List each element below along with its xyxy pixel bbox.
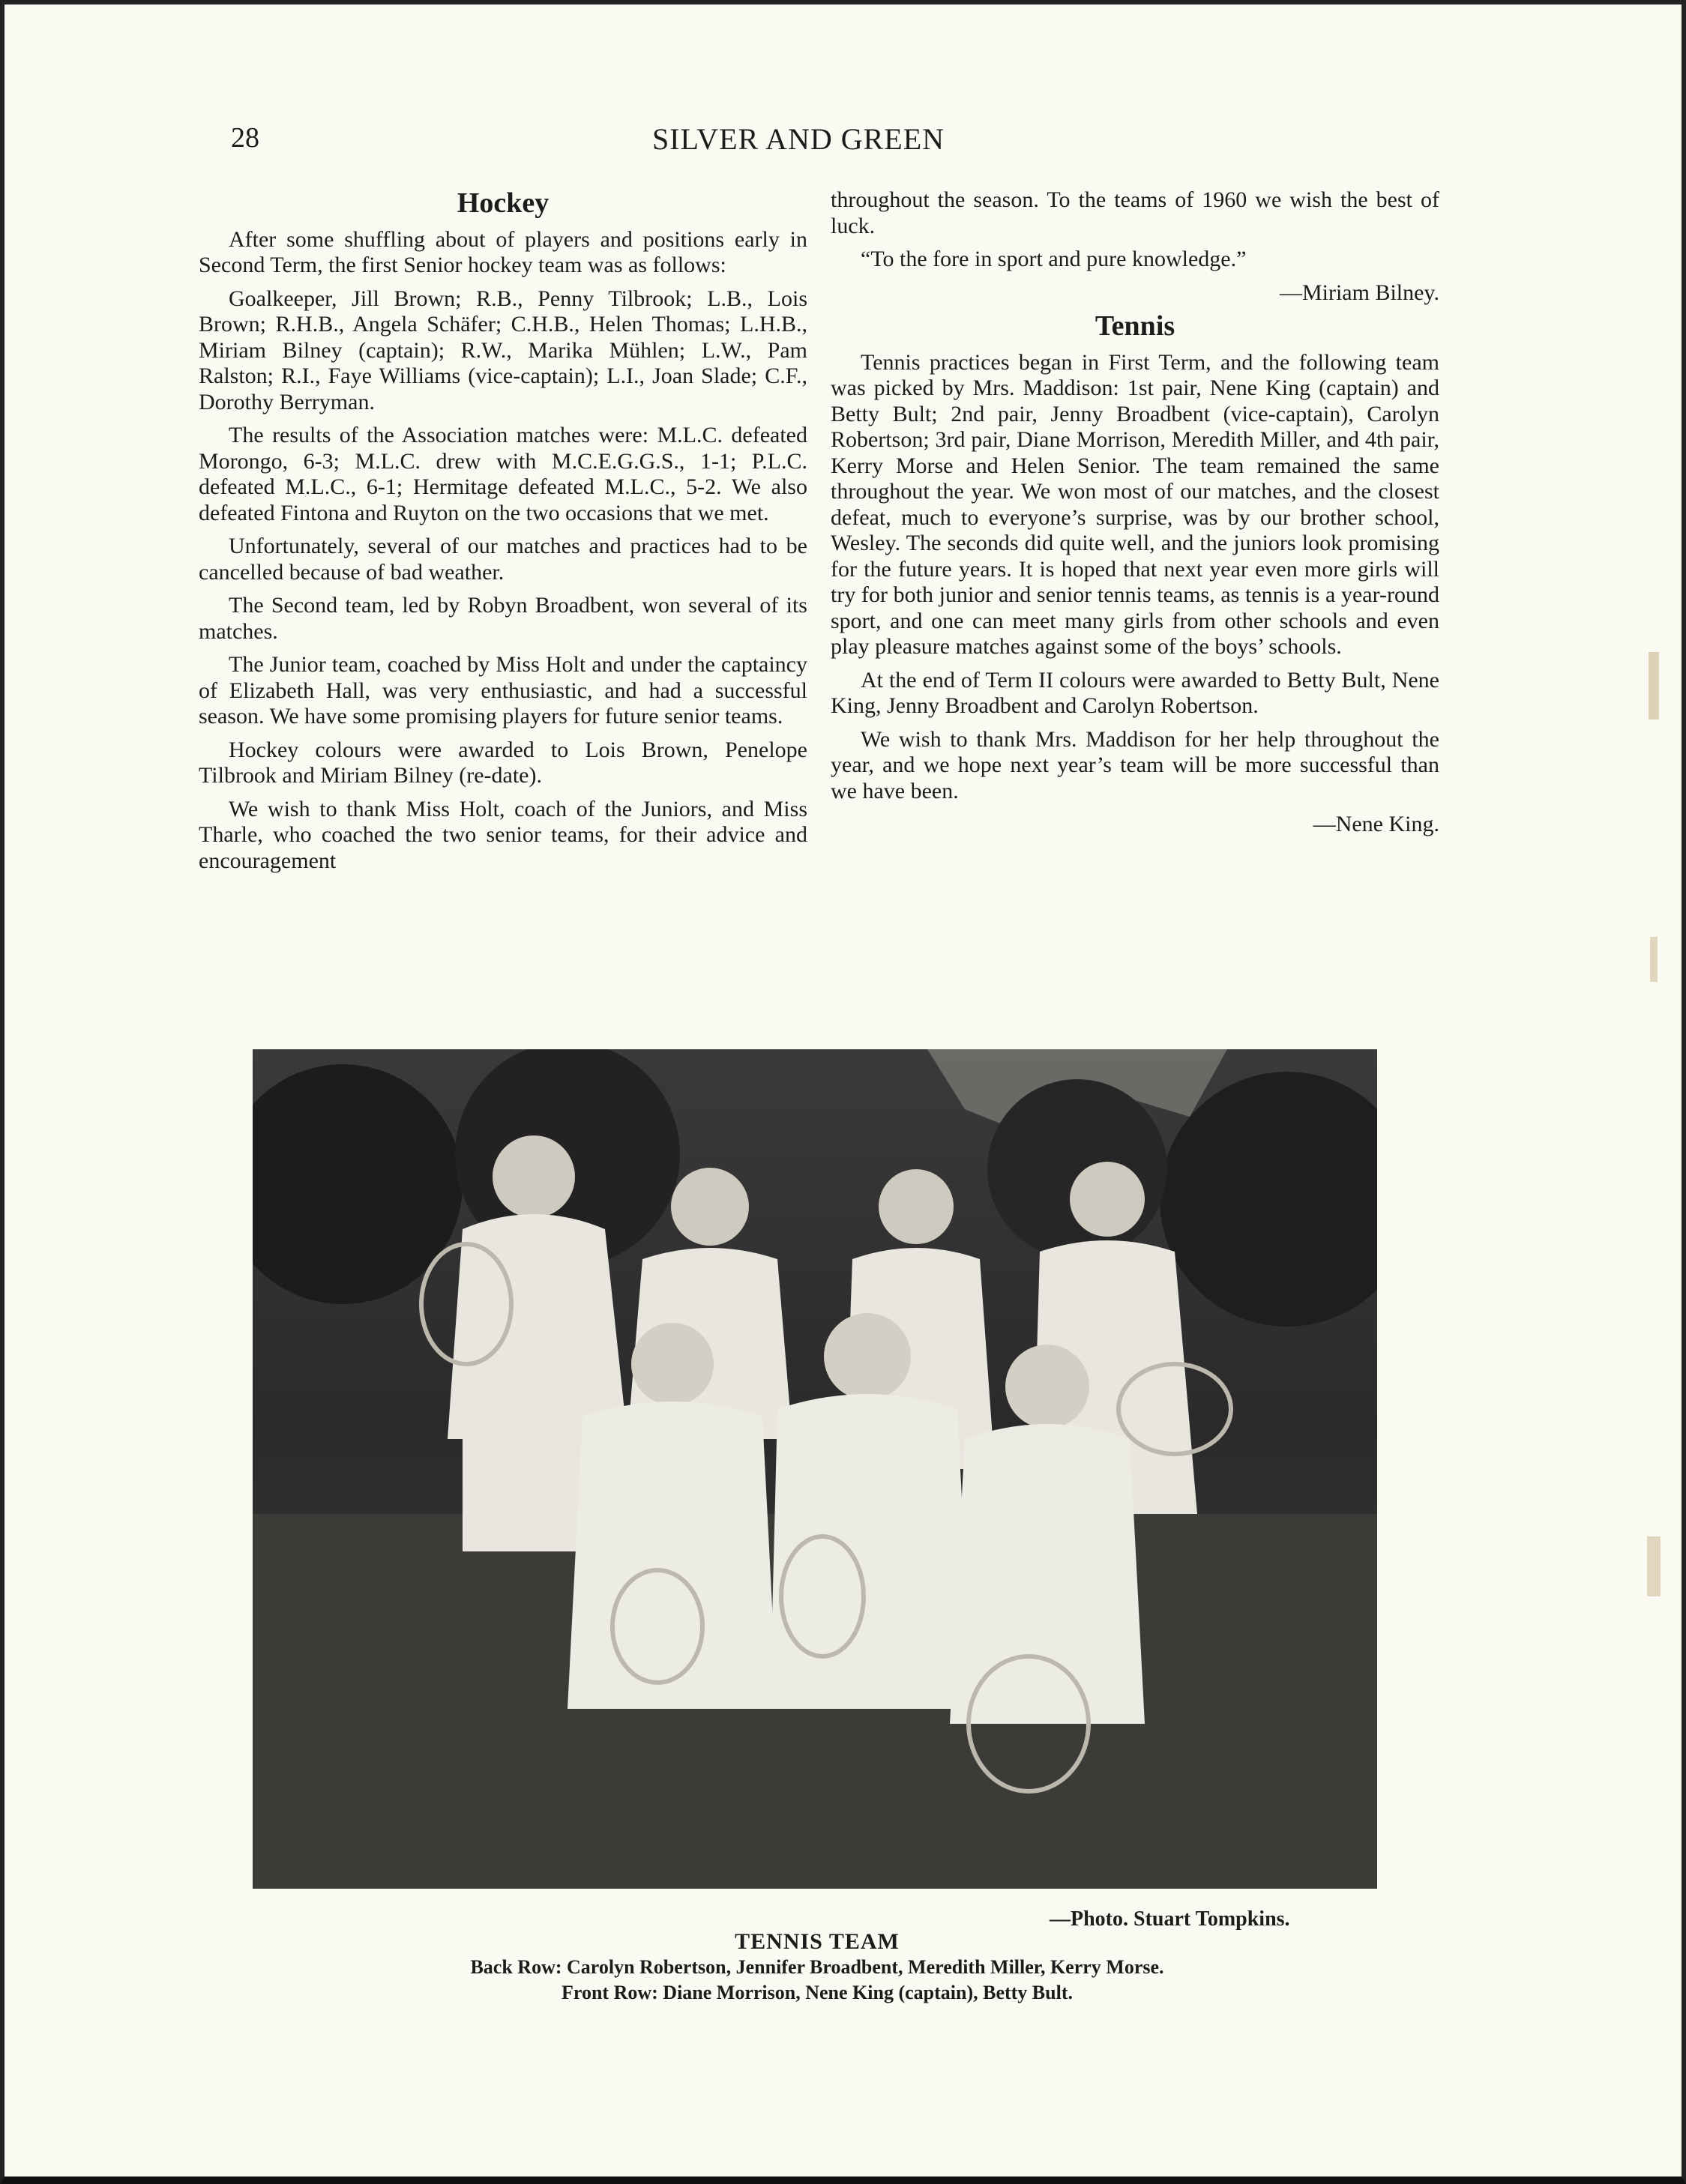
page-edge-stain: [1634, 652, 1679, 1701]
hockey-paragraph: The Second team, led by Robyn Broadbent, won several of its matches.: [199, 593, 807, 644]
right-column: [831, 187, 1439, 845]
left-column: [199, 187, 807, 881]
tennis-paragraph: Tennis practices began in First Term, and the following team was picked by Mrs. Maddison: 1st pair, Nene King (captain) and Betty Bult; 2nd pair, Jenny Broadbent (vice-captain), Carolyn Robertson; 3rd pair, Diane Morrison, Meredith Miller, and 4th pair, Kerry Morse and Helen Senior. The team remained the same throughout the year. We won most of our matches, and the closest defeat, much to everyone’s surprise, was by our brother school, Wesley. The seconds did quite well, and the juniors look promising for the future years. It is hoped that next year even more girls will try for both junior and senior tennis teams, as tennis is a year-round sport, and one can meet many girls from other schools and even play pleasure matches against some of the boys’ schools.: [831, 349, 1439, 659]
caption-front-row: Front Row: Diane Morrison, Nene King (captain), Betty Bult.: [562, 1982, 1073, 2003]
tennis-paragraph: At the end of Term II colours were awarded to Betty Bult, Nene King, Jenny Broadbent and Carolyn Robertson.: [831, 667, 1439, 718]
hockey-paragraph: Unfortunately, several of our matches and practices had to be cancelled because of bad weather.: [199, 534, 807, 585]
hockey-paragraph: We wish to thank Miss Holt, coach of the Juniors, and Miss Tharle, who coached the two senior teams, for their advice and encouragement: [199, 796, 807, 873]
running-title: SILVER AND GREEN: [651, 122, 945, 156]
tennis-team-photo: [253, 1049, 1377, 1889]
hockey-paragraph: Hockey colours were awarded to Lois Brown, Penelope Tilbrook and Miriam Bilney (re-date).: [199, 737, 807, 788]
photo-caption: [225, 1929, 1409, 2006]
tennis-heading: Tennis: [1095, 310, 1175, 342]
hockey-heading: Hockey: [457, 187, 550, 219]
photo-illustration: [253, 1049, 1377, 1889]
hockey-paragraph: The Junior team, coached by Miss Holt and under the captaincy of Elizabeth Hall, was very enthusiastic, and had a successful season. We have some promising players for future senior teams.: [199, 652, 807, 728]
photo-credit: —Photo. Stuart Tompkins.: [1050, 1907, 1290, 1931]
hockey-paragraph: Goalkeeper, Jill Brown; R.B., Penny Tilbrook; L.B., Lois Brown; R.H.B., Angela Schäfer; C.H.B., Helen Thomas; L.H.B., Miriam Bilney (captain); R.W., Marika Mühlen; L.W., Pam Ralston; R.I., Faye Williams (vice-captain); L.I., Joan Slade; C.F., Dorothy Berryman.: [199, 286, 807, 414]
page-header: [225, 121, 1372, 166]
hockey-continuation: throughout the season. To the teams of 1960 we wish the best of luck.: [831, 187, 1439, 238]
hockey-paragraph: The results of the Association matches were: M.L.C. defeated Morongo, 6-3; M.L.C. drew with M.C.E.G.G.S., 1-1; P.L.C. defeated M.L.C., 6-1; Hermitage defeated M.L.C., 5-2. We also defeated Fintona and Ruyton on the two occasions that we met.: [199, 423, 807, 525]
hockey-quote: “To the fore in sport and pure knowledge.”: [861, 247, 1247, 271]
hockey-paragraph: After some shuffling about of players and positions early in Second Term, the first Senior hockey team was as follows:: [199, 226, 807, 277]
caption-back-row: Back Row: Carolyn Robertson, Jennifer Broadbent, Meredith Miller, Kerry Morse.: [470, 1956, 1164, 1978]
caption-title: TENNIS TEAM: [735, 1929, 900, 1954]
hockey-signature: —Miriam Bilney.: [1279, 280, 1439, 305]
tennis-signature: —Nene King.: [1313, 812, 1439, 836]
page-number: 28: [231, 122, 259, 154]
tennis-paragraph: We wish to thank Mrs. Maddison for her help throughout the year, and we hope next year’s team will be more successful than we have been.: [831, 726, 1439, 803]
